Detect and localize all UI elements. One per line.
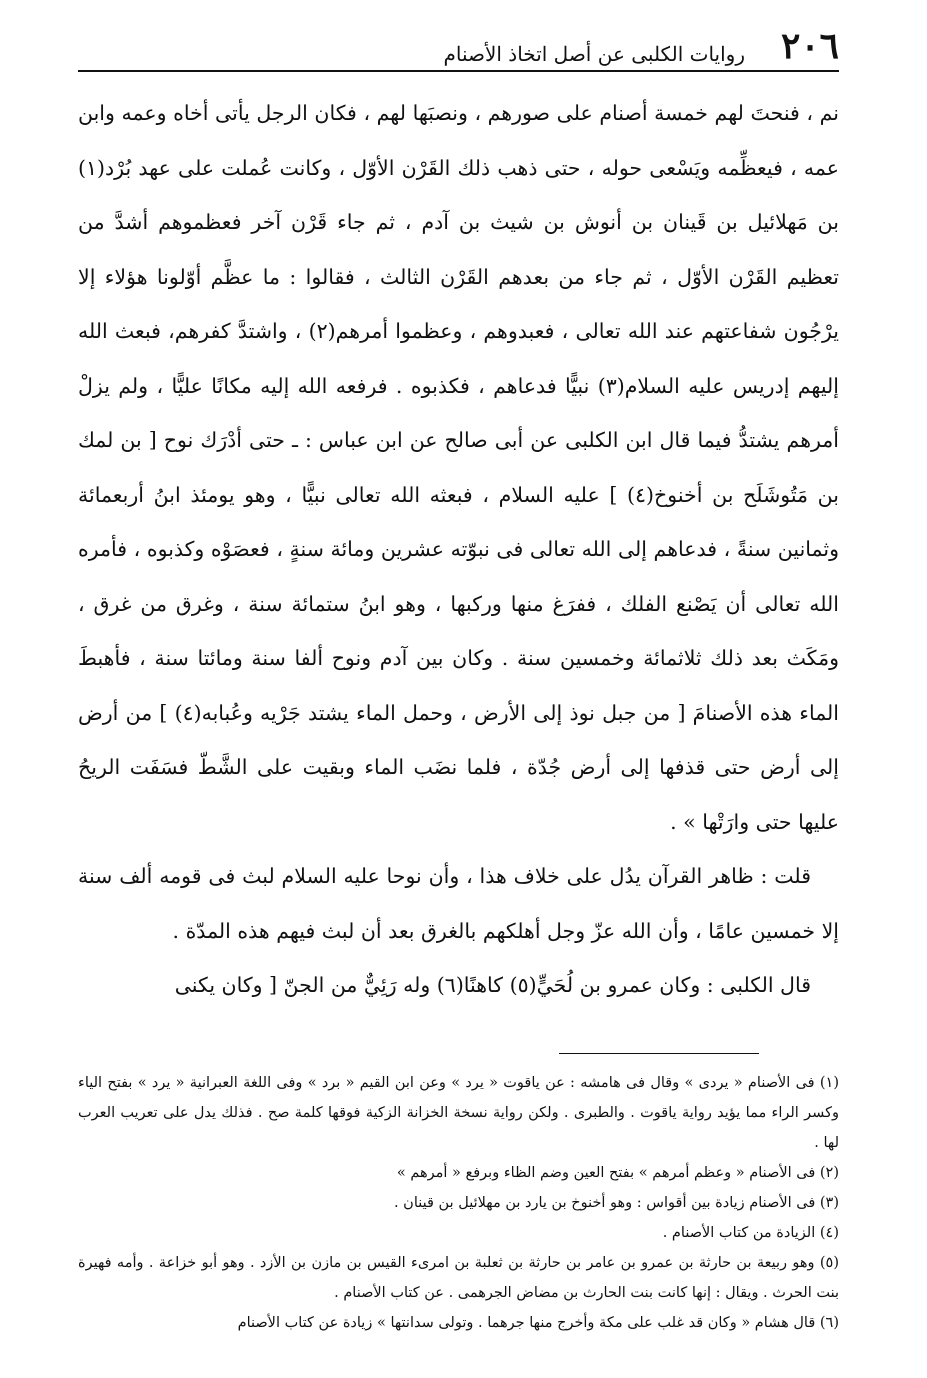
page-number: ٢٠٦ (780, 25, 839, 67)
footnote: (٣) فى الأصنام زيادة بين أقواس : وهو أخنوخ بن يارد بن مهلائيل بن قينان . (393, 1194, 839, 1211)
footnotes (78, 1068, 839, 1338)
footnote: (٥) وهو ربيعة بن حارثة بن عمرو بن عامر بن حارثة بن ثعلبة بن امرىء القيس بن مازن بن الأزد . وهو أبو خزاعة . وأمه فهيرة بنت الحرث . ويقال : إنها كانت بنت الحارث بن مضاض الجرهمى . عن كتاب الأصنام . (78, 1254, 839, 1301)
footnote: (١) فى الأصنام « يردى » وقال فى هامشه : عن ياقوت « يرد » وعن ابن القيم « برد » وفى اللغة العبرانية « يرد » بفتح الياء وكسر الراء مما يؤيد رواية ياقوت . والطبرى . ولكن رواية نسخة الخزانة الزكية فوقها كلمة صح . فذلك يدل على تعريب العرب لها . (78, 1074, 839, 1151)
footnote: (٦) قال هشام « وكان قد غلب على مكة وأخرج منها جرهما . وتولى سدانتها » زيادة عن كتاب الأصنام (237, 1314, 839, 1331)
paragraph: نم ، فنحتَ لهم خمسة أصنام على صورهم ، ونصبَها لهم ، فكان الرجل يأتى أخاه وعمه وابن عمه ، فيعظِّمه ويَسْعى حوله ، حتى ذهب ذلك القَرْن الأوّل ، وكانت عُملت على عهد بُرْد(١) بن مَهلائيل بن قَينان بن أنوش بن شيث بن آدم ، ثم جاء قَرْن آخر فعظموهم أشدَّ من تعظيم القَرْن الأوّل ، ثم جاء من بعدهم القَرْن الثالث ، فقالوا : ما عظَّم أوّلونا هؤلاء إلا يرْجُون شفاعتهم عند الله تعالى ، فعبدوهم ، وعظموا أمرهم(٢) ، واشتدَّ كفرهم، فبعث الله إليهم إدريس عليه السلام(٣) نبيًّا فدعاهم ، فكذبوه . فرفعه الله إليه مكانًا عليًّا ، ولم يزلْ أمرهم يشتدُّ فيما قال ابن الكلبى عن أبى صالح عن ابن عباس : ـ حتى أدْرَك نوح [ بن لمك بن مَتُوشَلَح بن أخنوخ(٤) ] عليه السلام ، فبعثه الله تعالى نبيًّا ، وهو يومئذ ابنُ أربعمائة وثمانين سنةً ، فدعاهم إلى الله تعالى فى نبوّته عشرين ومائة سنةٍ ، فعصَوْه وكذبوه ، فأمره الله تعالى أن يَصْنع الفلك ، ففرَغ منها وركبها ، وهو ابنُ ستمائة سنة ، وغرق من غرق ، ومَكَث بعد ذلك ثلاثمائة وخمسين سنة . وكان بين آدم ونوح ألفا سنة ومائتا سنة ، فأهبطَ الماء هذه الأصنامَ [ من جبل نوذ إلى الأرض ، وحمل الماء يشتد جَرْيه وعُبابه(٤) ] من أرض إلى أرض حتى قذفها إلى أرض جُدّة ، فلما نضَب الماء وبقيت على الشَّطّ فسَفَت الريحُ عليها حتى وارَتْها » . (78, 101, 839, 834)
header-title: روايات الكلبى عن أصل اتخاذ الأصنام (443, 42, 745, 66)
main-text (78, 86, 839, 1013)
paragraph: قال الكلبى : وكان عمرو بن لُحَيٍّ(٥) كاهنًا(٦) وله رَئِيٌّ من الجنّ [ وكان يكنى (174, 973, 811, 997)
paragraph: قلت : ظاهر القرآن يدُل على خلاف هذا ، وأن نوحا عليه السلام لبث فى قومه ألف سنة إلا خمسين عامًا ، وأن الله عزّ وجل أهلكهم بالغرق بعد أن لبث فيهم هذه المدّة . (78, 864, 839, 943)
footnote: (٤) الزيادة من كتاب الأصنام . (662, 1224, 839, 1241)
running-head (78, 14, 839, 72)
footnote: (٢) فى الأصنام « وعظم أمرهم » بفتح العين وضم الظاء وبرفع « أمرهم » (396, 1164, 839, 1181)
footnote-divider (559, 1053, 759, 1054)
